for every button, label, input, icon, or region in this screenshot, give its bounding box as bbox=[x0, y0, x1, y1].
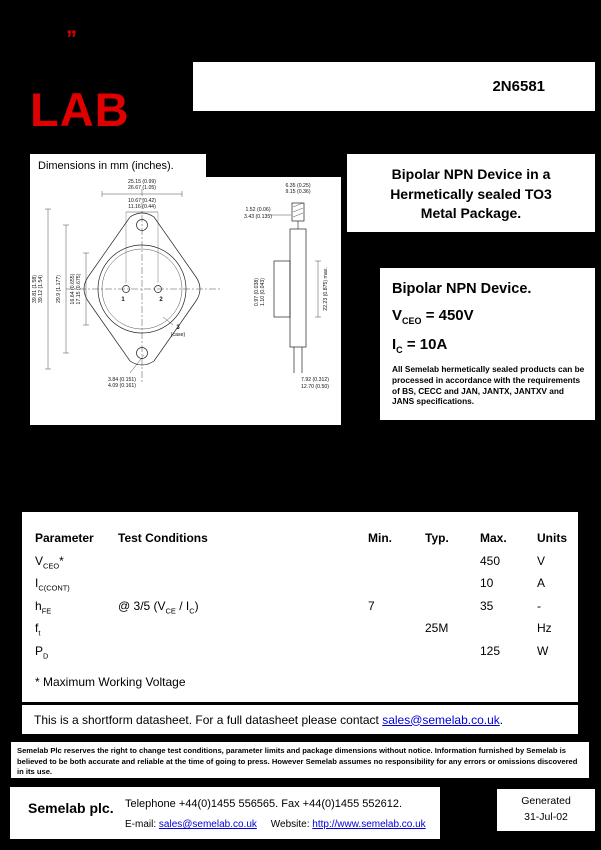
part-number: 2N6581 bbox=[492, 78, 545, 95]
package-drawing-panel bbox=[30, 177, 341, 425]
shortform-email-link[interactable]: sales@semelab.co.uk bbox=[382, 712, 500, 727]
table-row-ic: $I_{C(CONT)}$ 10 A bbox=[35, 576, 546, 593]
col-parameter: Parameter bbox=[35, 531, 94, 545]
pin-3-case-label: (case) bbox=[170, 332, 186, 338]
shortform-text: This is a shortform datasheet. For a full datasheet please contact bbox=[34, 712, 383, 727]
dim-mid-2: 17.15 (0.675) bbox=[76, 273, 82, 305]
dim-hole-dia-1: 3.84 (0.151) bbox=[108, 377, 136, 383]
dim-pin-dia-1: 0.97 (0.038) bbox=[254, 278, 260, 306]
generated-date: 31-Jul-02 bbox=[524, 811, 568, 823]
col-max: Max. bbox=[480, 531, 507, 545]
device-title: Bipolar NPN Device. bbox=[392, 281, 532, 297]
table-row-pd: $P_D$ 125 W bbox=[35, 643, 549, 660]
dimensions-label-box bbox=[30, 154, 206, 177]
dim-pin-dia-2: 1.10 (0.043) bbox=[260, 278, 266, 306]
test-conditions-hfe: @ 3/5 $(V_{CE} / I_C)$ bbox=[118, 598, 199, 615]
dim-pin-len-2: 12.70 (0.50) bbox=[301, 384, 329, 390]
col-min: Min. bbox=[368, 531, 392, 545]
param-hfe: $h_{FE}$ bbox=[35, 598, 52, 615]
dim-front-width-1: 25.15 (0.99) bbox=[128, 179, 156, 185]
dim-pin-len-1: 7.92 (0.312) bbox=[301, 377, 329, 383]
table-row-ft: $f_t$ 25M Hz bbox=[35, 621, 552, 638]
shortform-bar: This is a shortform datasheet. For a full datasheet please contact sales@semelab.co.uk . bbox=[22, 705, 578, 734]
contact-line: E-mail: sales@semelab.co.uk Website: http://www.semelab.co.uk bbox=[125, 819, 426, 830]
generated-box bbox=[497, 789, 595, 831]
pin-2-label: 2 bbox=[159, 297, 163, 303]
param-ft: $f_t$ bbox=[35, 621, 41, 638]
table-row-vceo: $V_{CEO}*$ 450 V bbox=[35, 553, 546, 570]
dim-side-top-1: 6.35 (0.25) bbox=[285, 183, 311, 189]
dim-can-dia: 22.23 (0.875) max. bbox=[323, 267, 329, 311]
pin-1-label: 1 bbox=[121, 297, 125, 303]
phone-fax-line: Telephone +44(0)1455 556565. Fax +44(0)1455 552612. bbox=[125, 798, 403, 810]
package-line-1: Bipolar NPN Device in a bbox=[391, 166, 551, 182]
package-description-box bbox=[347, 154, 595, 232]
footer-website-link[interactable]: http://www.semelab.co.uk bbox=[312, 819, 426, 830]
to3-side-view bbox=[270, 203, 321, 373]
col-units: Units bbox=[537, 531, 567, 545]
pin-3-label: 3 bbox=[176, 325, 180, 331]
dim-mid-1: 16.64 (0.655) bbox=[70, 273, 76, 305]
package-line-3: Metal Package. bbox=[420, 205, 522, 222]
dim-pin-spacing-2: 11.16 (0.44) bbox=[128, 204, 156, 210]
param-ic: $I_{C(CONT)}$ bbox=[35, 576, 70, 593]
spec-table-header bbox=[35, 531, 578, 554]
device-summary-box bbox=[380, 268, 595, 420]
col-typ: Typ. bbox=[425, 531, 449, 545]
table-row-hfe: $h_{FE}$ @ 3/5 $(V_{CE} / I_C)$ 7 35 - bbox=[35, 598, 541, 615]
dim-pin-spacing-1: 10.67 (0.42) bbox=[128, 198, 156, 204]
semelab-logo: LAB bbox=[30, 83, 130, 136]
vceo-spec: $V_{CEO} = 450V$ bbox=[392, 307, 474, 326]
dim-side-top-2: 9.15 (0.36) bbox=[285, 189, 311, 195]
spec-table bbox=[22, 512, 578, 702]
param-vceo: $V_{CEO}*$ bbox=[35, 553, 64, 570]
dim-hole-centres: 29.9 (1.177) bbox=[56, 275, 62, 303]
dim-height-outer-1: 39.81 (1.58) bbox=[32, 275, 38, 303]
dim-side-pin-2: 3.43 (0.135) bbox=[244, 214, 272, 220]
ic-spec: $I_C = 10A$ bbox=[392, 336, 448, 355]
generated-label: Generated bbox=[521, 795, 571, 808]
footer bbox=[10, 787, 440, 839]
col-test-conditions: Test Conditions bbox=[118, 531, 208, 545]
part-number-box bbox=[193, 62, 595, 111]
table-footnote: * Maximum Working Voltage bbox=[35, 675, 186, 689]
dim-side-pin-1: 1.52 (0.06) bbox=[245, 207, 271, 213]
dim-hole-dia-2: 4.09 (0.161) bbox=[108, 383, 136, 389]
hermetic-note: All Semelab hermetically sealed products can be processed in accordance with the requirements of BS, CECC and JAN, JANTX, JANTXV and JANS specifications. bbox=[392, 364, 585, 407]
to3-package-drawing bbox=[30, 177, 341, 425]
disclaimer-box: Semelab Plc reserves the right to change test conditions, parameter limits and package dimensions without notice. Information furnished by Semelab is believed to be both accurate and reliable at the time of going to press. However Semelab assumes no responsibility for any errors or omissions discovered in its use. bbox=[10, 741, 590, 779]
dim-height-outer-2: 39.12 (1.54) bbox=[38, 275, 44, 303]
param-pd: $P_D$ bbox=[35, 643, 49, 660]
dim-front-width-2: 26.67 (1.05) bbox=[128, 185, 156, 191]
dimensions-label: Dimensions in mm (inches). bbox=[38, 159, 174, 172]
footer-email-link[interactable]: sales@semelab.co.uk bbox=[158, 819, 257, 830]
logo-mark: ” bbox=[66, 26, 77, 51]
company-name: Semelab plc. bbox=[28, 800, 114, 816]
package-line-2: Hermetically sealed TO3 bbox=[390, 185, 552, 202]
